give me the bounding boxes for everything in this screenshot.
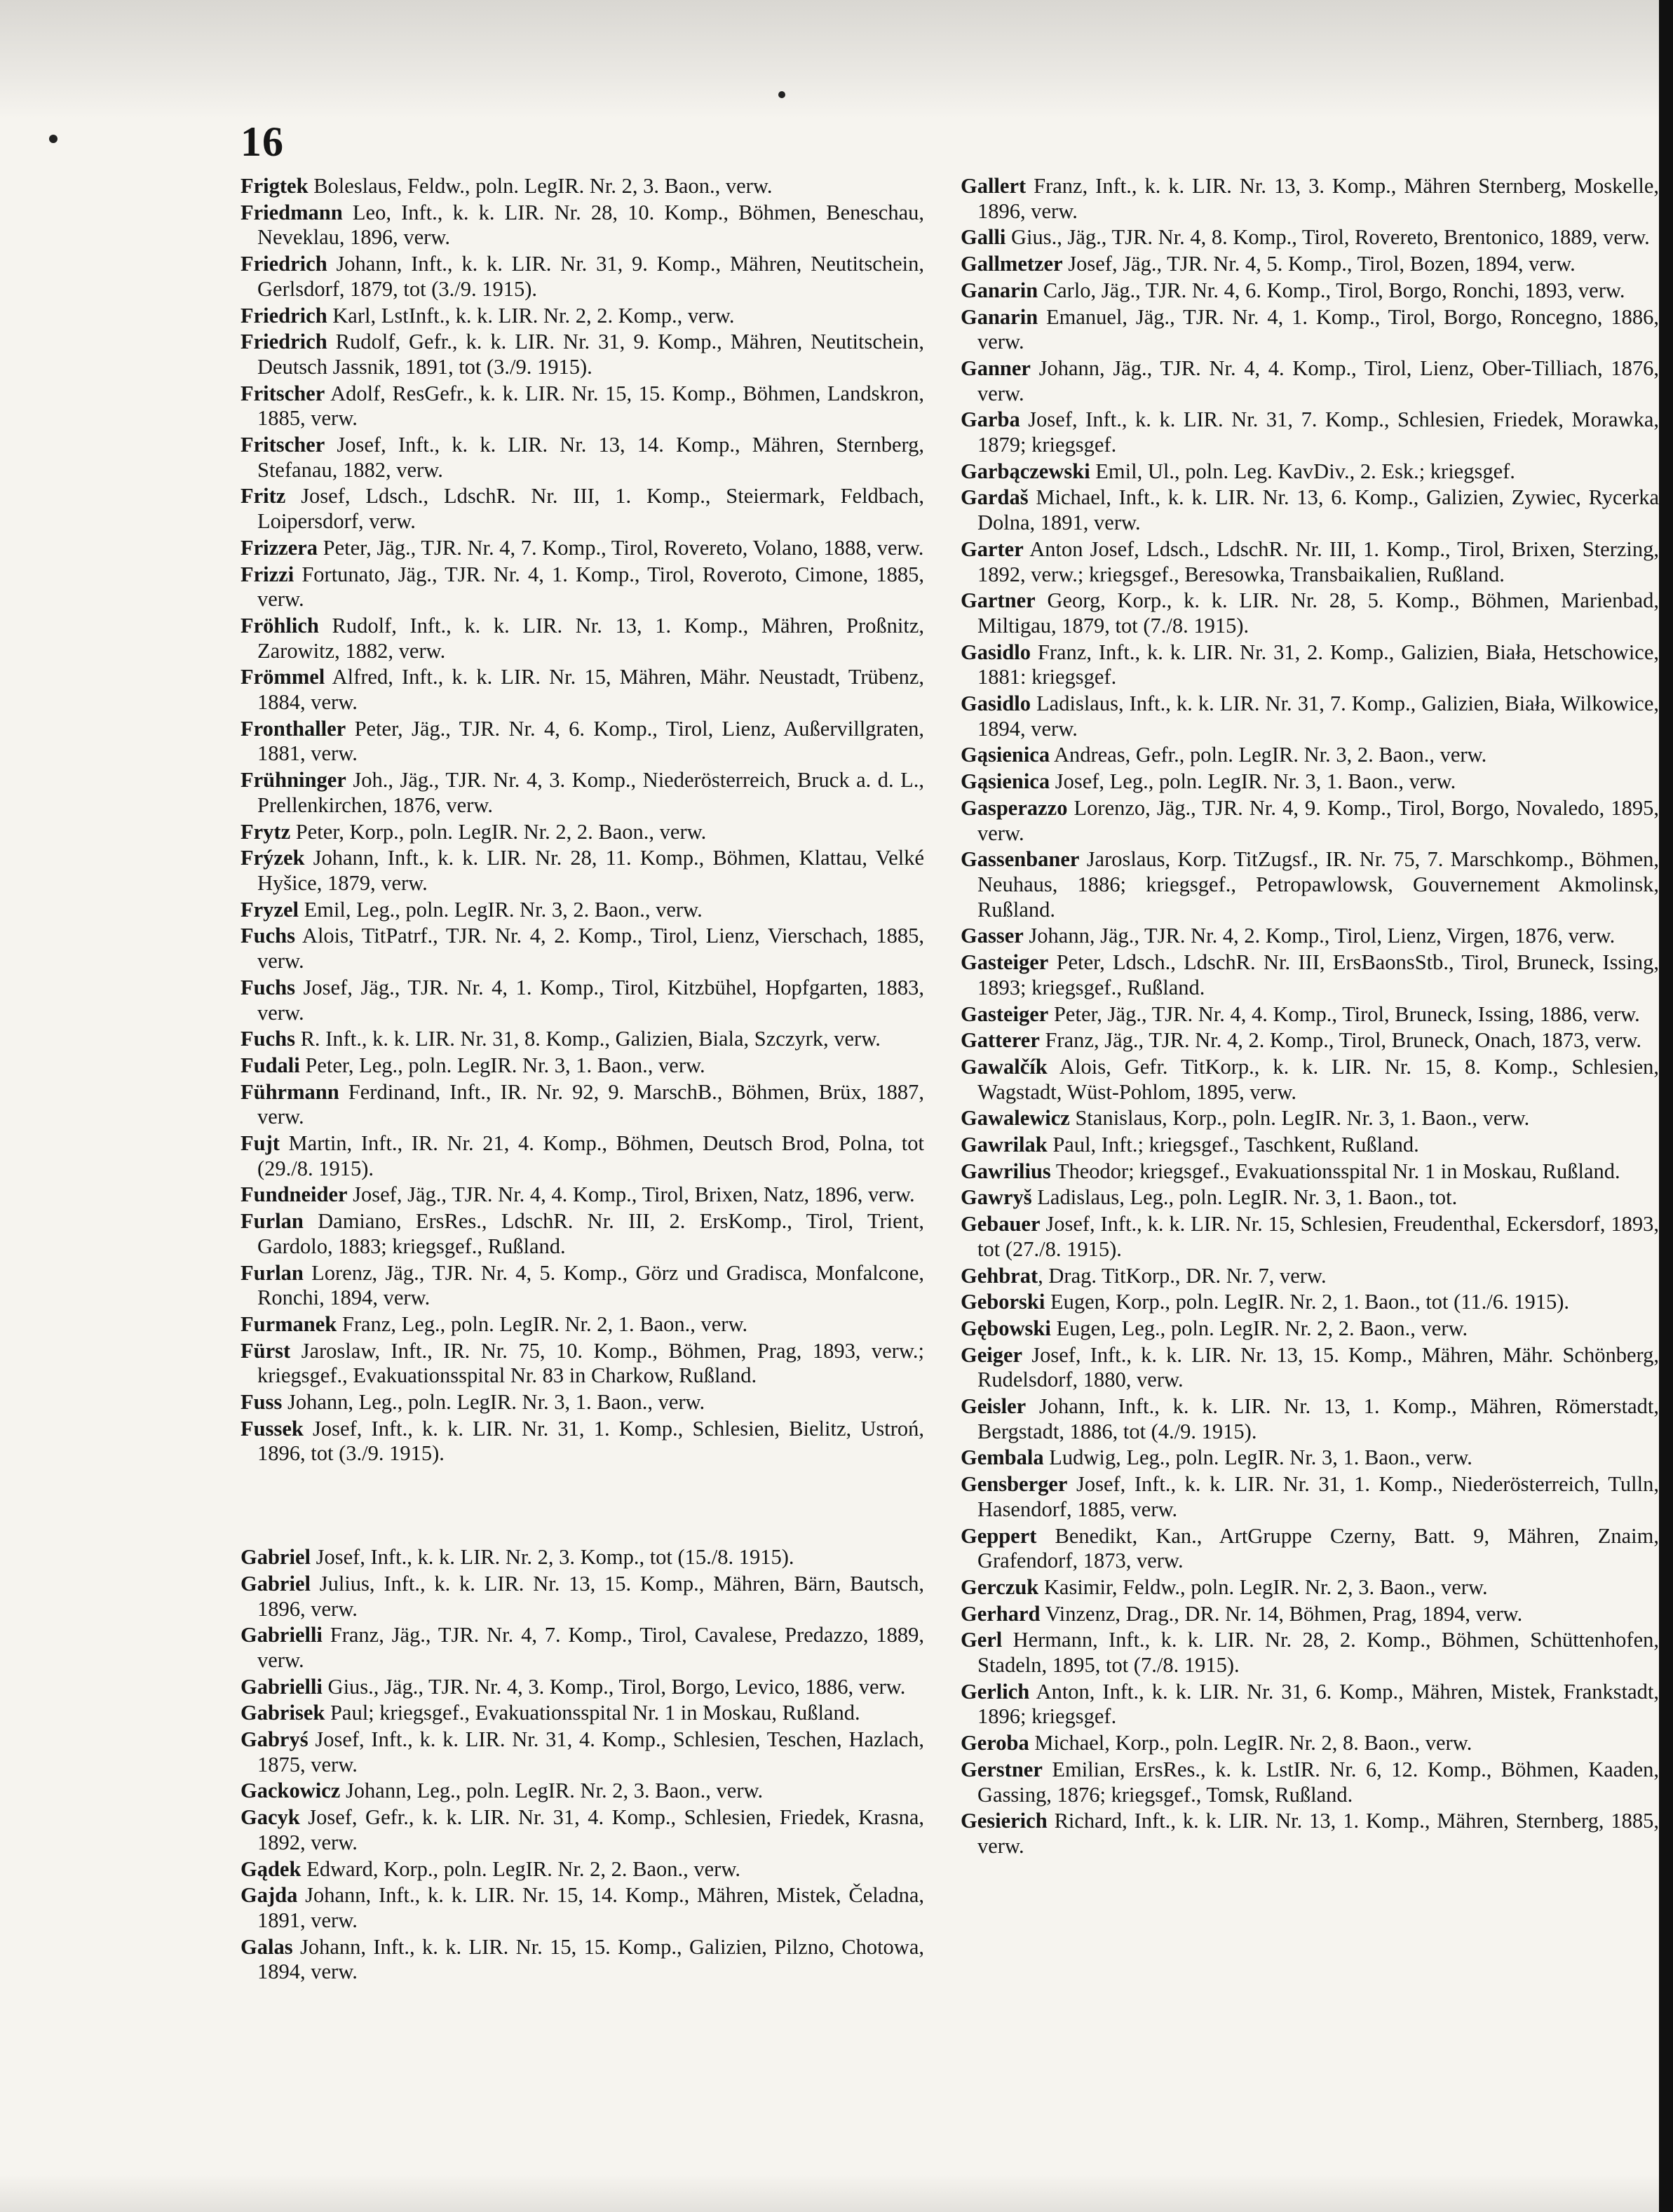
register-entry <box>961 356 1659 406</box>
scan-speck <box>49 135 57 143</box>
entry-details: Jaroslaus, Korp. TitZugsf., IR. Nr. 75, 7. Marschkomp., Böhmen, Neuhaus, 1886; kriegsgef., Petropawlowsk, Gouvernement Akmolinsk, Rußland. <box>977 847 1659 922</box>
register-entry <box>961 1316 1659 1342</box>
register-entry <box>961 1028 1659 1053</box>
register-entry <box>241 1027 924 1052</box>
entry-surname: Frühninger <box>241 768 346 793</box>
entry-surname: Gawalčík <box>961 1054 1048 1079</box>
entry-surname: Geborski <box>961 1290 1045 1314</box>
entry-details: Josef, Jäg., TJR. Nr. 4, 1. Komp., Tirol, Kitzbühel, Hopfgarten, 1883, verw. <box>257 975 924 1025</box>
entry-surname: Gabrielli <box>241 1623 323 1647</box>
entry-surname: Gebauer <box>961 1212 1041 1236</box>
register-entry <box>241 536 924 561</box>
register-entry <box>241 1779 924 1804</box>
entry-surname: Gabriel <box>241 1545 311 1570</box>
entry-details: Eugen, Korp., poln. LegIR. Nr. 2, 1. Baon., tot (11./6. 1915). <box>1045 1290 1570 1314</box>
entry-surname: Gawrilius <box>961 1159 1051 1183</box>
entry-details: Eugen, Leg., poln. LegIR. Nr. 2, 2. Baon., verw. <box>1050 1316 1468 1340</box>
entry-details: Edward, Korp., poln. LegIR. Nr. 2, 2. Baon., verw. <box>301 1856 740 1881</box>
register-entry <box>241 1572 924 1621</box>
entry-surname: Geiger <box>961 1342 1023 1367</box>
right-entries <box>961 174 1659 1859</box>
entry-details: Josef, Gefr., k. k. LIR. Nr. 31, 4. Komp., Schlesien, Friedek, Krasna, 1892, verw. <box>257 1805 924 1854</box>
entry-surname: Frömmel <box>241 665 325 689</box>
entry-details: Vinzenz, Drag., DR. Nr. 14, Böhmen, Prag, 1894, verw. <box>1040 1601 1523 1626</box>
entry-details: Paul; kriegsgef., Evakuationsspital Nr. 1 in Moskau, Rußland. <box>325 1701 860 1725</box>
entry-details: R. Inft., k. k. LIR. Nr. 31, 8. Komp., Galizien, Biala, Szczyrk, verw. <box>294 1027 881 1051</box>
left-entries-g <box>241 1545 924 1985</box>
register-entry <box>961 1159 1659 1185</box>
entry-surname: Ganner <box>961 356 1031 380</box>
entry-surname: Frizzi <box>241 562 294 586</box>
register-entry <box>961 1809 1659 1859</box>
entry-surname: Gądek <box>241 1856 302 1881</box>
entry-surname: Frigtek <box>241 174 309 198</box>
entry-details: Carlo, Jäg., TJR. Nr. 4, 6. Komp., Tirol, Borgo, Ronchi, 1893, verw. <box>1038 278 1625 302</box>
section-gap <box>241 1468 924 1545</box>
entry-details: Josef, Jäg., TJR. Nr. 4, 5. Komp., Tirol, Bozen, 1894, verw. <box>1062 252 1576 276</box>
register-entry <box>961 692 1659 741</box>
entry-details: Julius, Inft., k. k. LIR. Nr. 13, 15. Komp., Mähren, Bärn, Bautsch, 1896, verw. <box>257 1571 924 1621</box>
entry-surname: Frizzera <box>241 535 318 560</box>
register-entry <box>241 1805 924 1855</box>
register-entry <box>961 796 1659 846</box>
entry-surname: Gabriel <box>241 1571 311 1596</box>
entry-details: Gius., Jäg., TJR. Nr. 4, 8. Komp., Tirol, Rovereto, Brentonico, 1889, verw. <box>1005 225 1650 250</box>
entry-details: Paul, Inft.; kriegsgef., Taschkent, Rußland. <box>1047 1133 1419 1157</box>
entry-surname: Gembala <box>961 1445 1044 1470</box>
entry-surname: Garba <box>961 407 1020 432</box>
register-entry <box>241 1545 924 1570</box>
entry-details: Emil, Ul., poln. Leg. KavDiv., 2. Esk.; kriegsgef. <box>1090 459 1515 483</box>
entry-surname: Fuss <box>241 1390 283 1415</box>
entry-details: Josef, Jäg., TJR. Nr. 4, 4. Komp., Tirol, Brixen, Natz, 1896, verw. <box>347 1182 915 1207</box>
register-entry <box>961 847 1659 922</box>
entry-details: Ladislaus, Inft., k. k. LIR. Nr. 31, 7. Komp., Galizien, Biała, Wilkowice, 1894, verw. <box>977 692 1659 741</box>
entry-details: Rudolf, Gefr., k. k. LIR. Nr. 31, 9. Komp., Mähren, Neutitschein, Deutsch Jassnik, 1891, tot (3./9. 1915). <box>257 330 924 379</box>
entry-details: Johann, Jäg., TJR. Nr. 4, 2. Komp., Tirol, Lienz, Virgen, 1876, verw. <box>1023 924 1616 948</box>
entry-details: Josef, Inft., k. k. LIR. Nr. 31, 1. Komp., Niederösterreich, Tulln, Hasendorf, 1885, verw. <box>977 1472 1659 1521</box>
register-entry <box>961 769 1659 795</box>
entry-surname: Gacyk <box>241 1805 300 1830</box>
entry-details: Peter, Ldsch., LdschR. Nr. III, ErsBaonsStb., Tirol, Bruneck, Issing, 1893; kriegsgef., Rußland. <box>977 950 1659 999</box>
entry-surname: Fritscher <box>241 381 325 405</box>
entry-surname: Gabrisek <box>241 1701 325 1725</box>
register-entry <box>961 278 1659 304</box>
entry-details: Michael, Korp., poln. LegIR. Nr. 2, 8. Baon., verw. <box>1029 1731 1472 1755</box>
register-entry <box>241 1883 924 1933</box>
entry-details: Boleslaus, Feldw., poln. LegIR. Nr. 2, 3. Baon., verw. <box>308 174 773 198</box>
register-entry <box>961 537 1659 587</box>
entry-details: Richard, Inft., k. k. LIR. Nr. 13, 1. Komp., Mähren, Sternberg, 1885, verw. <box>977 1809 1659 1858</box>
register-entry <box>961 1106 1659 1131</box>
entry-surname: Frytz <box>241 819 291 844</box>
register-entry <box>241 433 924 483</box>
entry-surname: Gajda <box>241 1883 298 1908</box>
entry-details: Franz, Inft., k. k. LIR. Nr. 13, 3. Komp., Mähren Sternberg, Moskelle, 1896, verw. <box>977 174 1659 223</box>
register-entry <box>961 1602 1659 1627</box>
register-entry <box>241 252 924 302</box>
register-entry <box>961 305 1659 355</box>
entry-details: Josef, Inft., k. k. LIR. Nr. 13, 15. Komp., Mähren, Mähr. Schönberg, Rudelsdorf, 1880, verw. <box>977 1342 1659 1392</box>
entry-details: Kasimir, Feldw., poln. LegIR. Nr. 2, 3. Baon., verw. <box>1038 1574 1488 1599</box>
register-entry <box>961 1394 1659 1444</box>
register-entry <box>241 1339 924 1389</box>
entry-details: Anton Josef, Ldsch., LdschR. Nr. III, 1. Komp., Tirol, Brixen, Sterzing, 1892, verw.; kriegsgef., Beresowka, Transbaikalien, Rußland. <box>977 537 1659 586</box>
entry-details: Johann, Inft., k. k. LIR. Nr. 28, 11. Komp., Böhmen, Klattau, Velké Hyšice, 1879, verw. <box>257 846 924 895</box>
entry-surname: Gabryś <box>241 1727 309 1752</box>
entry-surname: Fuchs <box>241 1027 295 1051</box>
entry-details: Johann, Leg., poln. LegIR. Nr. 2, 3. Baon., verw. <box>340 1779 764 1803</box>
entry-surname: Gesierich <box>961 1809 1048 1833</box>
register-entry <box>241 1857 924 1882</box>
entry-details: Alfred, Inft., k. k. LIR. Nr. 15, Mähren, Mähr. Neustadt, Trübenz, 1884, verw. <box>257 665 924 715</box>
entry-surname: Geisler <box>961 1394 1027 1419</box>
register-entry <box>961 1445 1659 1471</box>
register-entry <box>241 1182 924 1208</box>
entry-details: Emil, Leg., poln. LegIR. Nr. 3, 2. Baon., verw. <box>298 897 703 922</box>
register-entry <box>961 1575 1659 1600</box>
register-entry <box>961 459 1659 485</box>
entry-details: Franz, Jäg., TJR. Nr. 4, 7. Komp., Tirol, Cavalese, Predazzo, 1889, verw. <box>257 1623 924 1672</box>
entry-details: Joh., Jäg., TJR. Nr. 4, 3. Komp., Niederösterreich, Bruck a. d. L., Prellenkirchen, 1876, verw. <box>257 768 924 817</box>
register-entry <box>961 743 1659 768</box>
entry-details: Peter, Leg., poln. LegIR. Nr. 3, 1. Baon., verw. <box>299 1053 705 1077</box>
entry-surname: Gasser <box>961 924 1024 948</box>
register-entry <box>241 484 924 534</box>
entry-details: Alois, TitPatrf., TJR. Nr. 4, 2. Komp., Tirol, Lienz, Vierschach, 1885, verw. <box>257 924 924 973</box>
register-entry <box>961 950 1659 1000</box>
entry-surname: Gallert <box>961 174 1027 198</box>
entry-surname: Garter <box>961 537 1024 561</box>
entry-surname: Gasperazzo <box>961 795 1068 820</box>
register-entry <box>241 382 924 431</box>
entry-surname: Führmann <box>241 1079 339 1104</box>
entry-details: Peter, Jäg., TJR. Nr. 4, 6. Komp., Tirol, Lienz, Außervillgraten, 1881, verw. <box>257 716 924 766</box>
entry-details: Ladislaus, Leg., poln. LegIR. Nr. 3, 1. Baon., tot. <box>1031 1185 1458 1210</box>
register-entry <box>961 1524 1659 1574</box>
entry-surname: Galli <box>961 225 1006 250</box>
entry-details: Anton, Inft., k. k. LIR. Nr. 31, 6. Komp., Mähren, Mistek, Frankstadt, 1896; kriegsgef. <box>977 1679 1659 1729</box>
register-entry <box>241 898 924 923</box>
left-entries-f <box>241 174 924 1466</box>
entry-details: Karl, LstInft., k. k. LIR. Nr. 2, 2. Komp., verw. <box>327 303 735 328</box>
register-entry <box>961 225 1659 250</box>
entry-surname: Fuchs <box>241 924 295 948</box>
entry-details: Josef, Inft., k. k. LIR. Nr. 13, 14. Komp., Mähren, Sternberg, Stefanau, 1882, verw. <box>257 433 924 482</box>
entry-details: , Drag. TitKorp., DR. Nr. 7, verw. <box>1038 1263 1327 1288</box>
register-entry <box>961 1185 1659 1210</box>
register-entry <box>961 407 1659 457</box>
register-entry <box>241 1675 924 1700</box>
register-entry <box>241 1935 924 1985</box>
entry-surname: Gardaš <box>961 485 1029 510</box>
register-entry <box>241 1701 924 1726</box>
entry-surname: Gerstner <box>961 1757 1043 1781</box>
register-entry <box>961 1290 1659 1315</box>
register-entry <box>241 924 924 973</box>
entry-surname: Frýzek <box>241 846 305 870</box>
register-entry <box>241 1312 924 1337</box>
entry-details: Leo, Inft., k. k. LIR. Nr. 28, 10. Komp., Böhmen, Beneschau, Neveklau, 1896, verw. <box>257 200 924 250</box>
register-entry <box>241 174 924 199</box>
entry-surname: Fronthaller <box>241 716 346 741</box>
register-entry <box>241 976 924 1025</box>
entry-surname: Gawryš <box>961 1185 1032 1210</box>
entry-surname: Fuchs <box>241 975 295 999</box>
entry-surname: Fritz <box>241 484 286 508</box>
entry-details: Peter, Jäg., TJR. Nr. 4, 4. Komp., Tirol, Bruneck, Issing, 1886, verw. <box>1048 1002 1640 1026</box>
entry-surname: Gasteiger <box>961 950 1049 975</box>
register-entry <box>961 1731 1659 1756</box>
entry-details: Michael, Inft., k. k. LIR. Nr. 13, 6. Komp., Galizien, Zywiec, Rycerka Dolna, 1891, verw. <box>977 485 1659 535</box>
register-entry <box>961 1055 1659 1105</box>
entry-details: Franz, Jäg., TJR. Nr. 4, 2. Komp., Tirol, Bruneck, Onach, 1873, verw. <box>1039 1028 1642 1053</box>
entry-surname: Fundneider <box>241 1182 348 1207</box>
entry-surname: Fujt <box>241 1131 280 1156</box>
entry-surname: Geroba <box>961 1731 1029 1755</box>
entry-surname: Fryzel <box>241 897 299 922</box>
register-entry <box>961 174 1659 224</box>
entry-surname: Gerhard <box>961 1601 1041 1626</box>
entry-surname: Ganarin <box>961 304 1038 329</box>
entry-surname: Gasidlo <box>961 692 1031 716</box>
entry-details: Georg, Korp., k. k. LIR. Nr. 28, 5. Komp., Böhmen, Marienbad, Miltigau, 1879, tot (7./8. 1915). <box>977 588 1659 638</box>
register-entry <box>241 1080 924 1130</box>
register-entry <box>241 846 924 896</box>
entry-surname: Gębowski <box>961 1316 1051 1340</box>
register-entry <box>241 304 924 329</box>
entry-surname: Gartner <box>961 588 1036 613</box>
entry-details: Stanislaus, Korp., poln. LegIR. Nr. 3, 1. Baon., verw. <box>1069 1106 1530 1131</box>
register-entry <box>961 924 1659 949</box>
entry-details: Adolf, ResGefr., k. k. LIR. Nr. 15, 15. Komp., Böhmen, Landskron, 1885, verw. <box>257 381 924 431</box>
entry-details: Theodor; kriegsgef., Evakuationsspital Nr. 1 in Moskau, Rußland. <box>1050 1159 1620 1183</box>
left-column <box>241 174 924 1986</box>
entry-surname: Fudali <box>241 1053 300 1077</box>
entry-surname: Fussek <box>241 1416 304 1441</box>
entry-details: Franz, Inft., k. k. LIR. Nr. 31, 2. Komp., Galizien, Biała, Hetschowice, 1881: kriegsgef. <box>977 640 1659 689</box>
entry-surname: Gerlich <box>961 1679 1030 1704</box>
entry-details: Martin, Inft., IR. Nr. 21, 4. Komp., Böhmen, Deutsch Brod, Polna, tot (29./8. 1915). <box>257 1131 924 1180</box>
entry-details: Lorenz, Jäg., TJR. Nr. 4, 5. Komp., Görz und Gradisca, Monfalcone, Ronchi, 1894, verw. <box>257 1260 924 1310</box>
entry-details: Johann, Jäg., TJR. Nr. 4, 4. Komp., Tirol, Lienz, Ober-Tilliach, 1876, verw. <box>977 356 1659 405</box>
entry-surname: Gawalewicz <box>961 1106 1070 1131</box>
entry-surname: Fröhlich <box>241 613 319 638</box>
entry-surname: Gabrielli <box>241 1674 323 1699</box>
entry-details: Josef, Inft., k. k. LIR. Nr. 31, 1. Komp., Schlesien, Bielitz, Ustroń, 1896, tot (3./9. 1915). <box>257 1416 924 1466</box>
entry-details: Ludwig, Leg., poln. LegIR. Nr. 3, 1. Baon., verw. <box>1043 1445 1472 1470</box>
entry-surname: Fritscher <box>241 433 325 457</box>
entry-details: Johann, Inft., k. k. LIR. Nr. 13, 1. Komp., Mähren, Römerstadt, Bergstadt, 1886, tot (4./9. 1915). <box>977 1394 1659 1443</box>
register-entry <box>961 1133 1659 1158</box>
entry-details: Ferdinand, Inft., IR. Nr. 92, 9. MarschB., Böhmen, Brüx, 1887, verw. <box>257 1079 924 1129</box>
register-entry <box>241 562 924 612</box>
register-entry <box>961 1002 1659 1027</box>
entry-details: Alois, Gefr. TitKorp., k. k. LIR. Nr. 15, 8. Komp., Schlesien, Wagstadt, Wüst-Pohlom, 1895, verw. <box>977 1054 1659 1104</box>
register-entry <box>961 1758 1659 1807</box>
register-entry <box>241 820 924 845</box>
entry-surname: Gasidlo <box>961 640 1031 664</box>
entry-details: Johann, Leg., poln. LegIR. Nr. 3, 1. Baon., verw. <box>282 1390 705 1415</box>
scan-speck <box>778 91 785 98</box>
entry-details: Lorenzo, Jäg., TJR. Nr. 4, 9. Komp., Tirol, Borgo, Novaledo, 1895, verw. <box>977 795 1659 845</box>
entry-details: Josef, Inft., k. k. LIR. Nr. 15, Schlesien, Freudenthal, Eckersdorf, 1893, tot (27./8. 1915). <box>977 1212 1659 1261</box>
entry-details: Peter, Korp., poln. LegIR. Nr. 2, 2. Baon., verw. <box>290 819 707 844</box>
entry-surname: Galas <box>241 1934 293 1959</box>
entry-details: Gius., Jäg., TJR. Nr. 4, 3. Komp., Tirol, Borgo, Levico, 1886, verw. <box>322 1674 906 1699</box>
entry-details: Franz, Leg., poln. LegIR. Nr. 2, 1. Baon., verw. <box>337 1311 748 1336</box>
register-entry <box>961 1680 1659 1729</box>
right-column <box>961 174 1659 1861</box>
register-entry <box>241 1417 924 1466</box>
page-number: 16 <box>241 119 284 165</box>
entry-details: Hermann, Inft., k. k. LIR. Nr. 28, 2. Komp., Böhmen, Schüttenhofen, Stadeln, 1895, tot (7./8. 1915). <box>977 1628 1659 1678</box>
entry-details: Benedikt, Kan., ArtGruppe Czerny, Batt. 9, Mähren, Znaim, Grafendorf, 1873, verw. <box>977 1523 1659 1573</box>
register-entry <box>961 1212 1659 1262</box>
entry-details: Josef, Ldsch., LdschR. Nr. III, 1. Komp., Steiermark, Feldbach, Loipersdorf, verw. <box>257 484 924 534</box>
entry-details: Rudolf, Inft., k. k. LIR. Nr. 13, 1. Komp., Mähren, Proßnitz, Zarowitz, 1882, verw. <box>257 613 924 663</box>
entry-details: Peter, Jäg., TJR. Nr. 4, 7. Komp., Tirol, Rovereto, Volano, 1888, verw. <box>318 535 924 560</box>
entry-surname: Friedmann <box>241 200 343 224</box>
entry-surname: Gawrilak <box>961 1133 1048 1157</box>
entry-details: Fortunato, Jäg., TJR. Nr. 4, 1. Komp., Tirol, Roveroto, Cimone, 1885, verw. <box>257 562 924 612</box>
entry-surname: Gehbrat <box>961 1263 1038 1288</box>
register-entry <box>961 1264 1659 1289</box>
entry-details: Emilian, ErsRes., k. k. LstIR. Nr. 6, 12. Komp., Böhmen, Kaaden, Gassing, 1876; kriegsgef., Tomsk, Rußland. <box>977 1757 1659 1807</box>
entry-details: Johann, Inft., k. k. LIR. Nr. 15, 15. Komp., Galizien, Pilzno, Chotowa, 1894, verw. <box>257 1934 924 1984</box>
entry-surname: Gąsienica <box>961 743 1050 767</box>
register-entry <box>241 1390 924 1415</box>
entry-surname: Furmanek <box>241 1311 337 1336</box>
register-entry <box>241 717 924 767</box>
register-entry <box>241 1261 924 1311</box>
entry-details: Andreas, Gefr., poln. LegIR. Nr. 3, 2. Baon., verw. <box>1050 743 1487 767</box>
entry-details: Johann, Inft., k. k. LIR. Nr. 31, 9. Komp., Mähren, Neutitschein, Gerlsdorf, 1879, tot (3./9. 1915). <box>257 252 924 301</box>
register-entry <box>241 1131 924 1181</box>
entry-surname: Furlan <box>241 1209 304 1234</box>
entry-surname: Gallmetzer <box>961 252 1063 276</box>
entry-details: Josef, Leg., poln. LegIR. Nr. 3, 1. Baon., verw. <box>1050 769 1456 794</box>
entry-surname: Gatterer <box>961 1028 1040 1053</box>
entry-surname: Geppert <box>961 1523 1037 1548</box>
register-entry <box>241 665 924 715</box>
entry-details: Damiano, ErsRes., LdschR. Nr. III, 2. ErsKomp., Tirol, Trient, Gardolo, 1883; kriegsgef., Rußland. <box>257 1209 924 1258</box>
entry-surname: Friedrich <box>241 303 327 328</box>
register-entry <box>241 614 924 663</box>
entry-surname: Furlan <box>241 1260 304 1285</box>
entry-details: Josef, Inft., k. k. LIR. Nr. 2, 3. Komp., tot (15./8. 1915). <box>310 1545 794 1570</box>
register-entry <box>241 1623 924 1673</box>
register-entry <box>241 1053 924 1079</box>
scan-edge <box>1659 0 1673 2212</box>
register-entry <box>961 588 1659 638</box>
register-entry <box>961 485 1659 535</box>
entry-surname: Gensberger <box>961 1472 1068 1497</box>
register-entry <box>241 1209 924 1259</box>
register-entry <box>961 1628 1659 1678</box>
entry-details: Josef, Inft., k. k. LIR. Nr. 31, 4. Komp., Schlesien, Teschen, Hazlach, 1875, verw. <box>257 1727 924 1776</box>
entry-surname: Garbączewski <box>961 459 1090 483</box>
register-entry <box>241 201 924 250</box>
entry-surname: Gasteiger <box>961 1002 1049 1026</box>
entry-surname: Fürst <box>241 1338 291 1363</box>
entry-details: Emanuel, Jäg., TJR. Nr. 4, 1. Komp., Tirol, Borgo, Roncegno, 1886, verw. <box>977 304 1659 354</box>
register-entry <box>961 1343 1659 1393</box>
entry-details: Johann, Inft., k. k. LIR. Nr. 15, 14. Komp., Mähren, Mistek, Čeladna, 1891, verw. <box>257 1883 924 1932</box>
register-entry <box>241 768 924 818</box>
entry-details: Josef, Inft., k. k. LIR. Nr. 31, 7. Komp., Schlesien, Friedek, Morawka, 1879; kriegsgef. <box>977 407 1659 457</box>
register-entry <box>961 640 1659 690</box>
entry-surname: Gerczuk <box>961 1574 1039 1599</box>
entry-surname: Gassenbaner <box>961 847 1080 872</box>
entry-surname: Gąsienica <box>961 769 1050 794</box>
entry-surname: Gackowicz <box>241 1779 341 1803</box>
entry-surname: Friedrich <box>241 252 327 276</box>
register-entry <box>241 1727 924 1777</box>
entry-details: Jaroslaw, Inft., IR. Nr. 75, 10. Komp., Böhmen, Prag, 1893, verw.; kriegsgef., Evakuationsspital Nr. 83 in Charkow, Rußland. <box>257 1338 924 1388</box>
entry-surname: Gerl <box>961 1628 1003 1652</box>
register-entry <box>961 252 1659 277</box>
entry-surname: Friedrich <box>241 330 327 354</box>
register-entry <box>241 330 924 379</box>
entry-surname: Ganarin <box>961 278 1038 302</box>
register-entry <box>961 1472 1659 1522</box>
